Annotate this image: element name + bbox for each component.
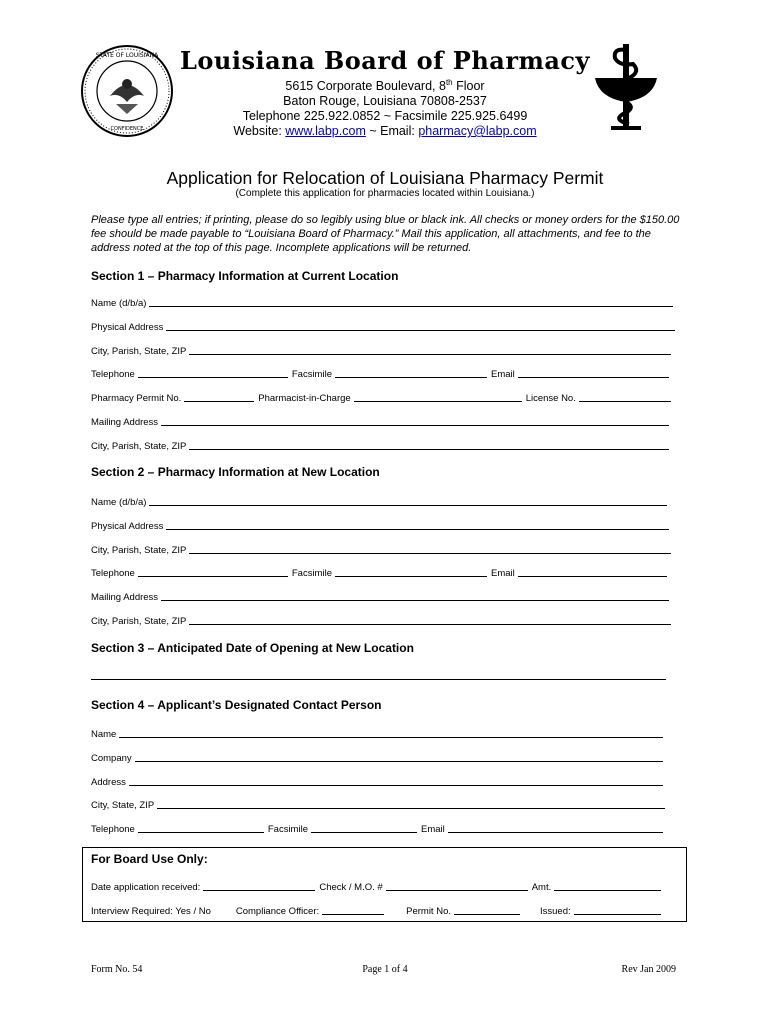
s2-city-row: City, Parish, State, ZIP — [91, 543, 671, 556]
footer-page: Page 1 of 4 — [362, 964, 408, 975]
s1-mailing-field[interactable] — [161, 425, 669, 426]
s2-mailing-row: Mailing Address — [91, 590, 669, 603]
s1-telephone-field[interactable] — [138, 377, 288, 378]
board-title: Louisiana Board of Pharmacy — [180, 46, 590, 75]
s4-address-field[interactable] — [129, 785, 663, 786]
svg-text:CONFIDENCE: CONFIDENCE — [110, 126, 144, 132]
s4-address-row: Address — [91, 775, 663, 788]
bowl-of-hygieia-icon — [593, 42, 659, 132]
s4-name-row: Name — [91, 727, 663, 740]
s2-name-field[interactable] — [149, 505, 667, 506]
s4-city-field[interactable] — [157, 808, 665, 809]
s1-mailing-row: Mailing Address — [91, 415, 669, 428]
section2-title: Section 2 – Pharmacy Information at New Location — [91, 465, 380, 479]
section4-title: Section 4 – Applicant’s Designated Contact Person — [91, 698, 382, 712]
s1-city-field[interactable] — [189, 354, 671, 355]
s1-permit-row: Pharmacy Permit No. Pharmacist-in-Charge License No. — [91, 391, 671, 404]
instructions: Please type all entries; if printing, please do so legibly using blue or black ink. All checks or money orders for the $150.00 fee should be made payable to “Louisiana Board of Pharmacy.” Mail this application, all attachments, and fee to the address noted at the top of this page. Incomplete applications will be returned. — [91, 214, 680, 254]
s4-facsimile-field[interactable] — [311, 832, 417, 833]
website-link[interactable]: www.labp.com — [285, 124, 366, 138]
s4-telephone-field[interactable] — [138, 832, 264, 833]
s1-physical-address-row: Physical Address — [91, 320, 675, 333]
issued-field[interactable] — [574, 914, 661, 915]
s4-company-field[interactable] — [135, 761, 663, 762]
s2-email-field[interactable] — [518, 576, 667, 577]
email-link[interactable]: pharmacy@labp.com — [418, 124, 537, 138]
date-received-field[interactable] — [203, 890, 315, 891]
footer-form-no: Form No. 54 — [91, 964, 143, 975]
s1-contact-row: Telephone Facsimile Email — [91, 367, 669, 380]
address-line3: Telephone 225.922.0852 ~ Facsimile 225.925.6499 — [242, 109, 528, 123]
board-row1: Date application received: Check / M.O. # Amt. — [91, 880, 661, 893]
s1-facsimile-field[interactable] — [335, 377, 487, 378]
s2-name-row: Name (d/b/a) — [91, 495, 667, 508]
s4-name-field[interactable] — [119, 737, 663, 738]
s4-contact-row: Telephone Facsimile Email — [91, 822, 663, 835]
s1-city2-field[interactable] — [189, 449, 669, 450]
s2-city2-field[interactable] — [189, 624, 671, 625]
website-email-line: Website: www.labp.com ~ Email: pharmacy@labp.com — [233, 124, 537, 138]
s1-physical-address-field[interactable] — [166, 330, 675, 331]
s1-email-field[interactable] — [518, 377, 669, 378]
s2-physical-address-field[interactable] — [166, 529, 669, 530]
compliance-officer-field[interactable] — [322, 914, 384, 915]
s2-contact-row: Telephone Facsimile Email — [91, 566, 667, 579]
address-line1: 5615 Corporate Boulevard, 8th Floor — [285, 78, 485, 94]
address-line2: Baton Rouge, Louisiana 70808-2537 — [283, 94, 487, 108]
s3-date-field[interactable] — [91, 679, 666, 680]
s1-name-field[interactable] — [149, 306, 673, 307]
s1-city-row: City, Parish, State, ZIP — [91, 344, 671, 357]
form-title: Application for Relocation of Louisiana Pharmacy Permit — [166, 168, 604, 188]
s1-pic-field[interactable] — [354, 401, 522, 402]
board-permit-no-field[interactable] — [454, 914, 520, 915]
svg-text:STATE OF LOUISIANA: STATE OF LOUISIANA — [95, 52, 159, 59]
s1-license-no-field[interactable] — [579, 401, 671, 402]
interview-required[interactable]: Interview Required: Yes / No — [91, 906, 211, 917]
section3-title: Section 3 – Anticipated Date of Opening at New Location — [91, 641, 414, 655]
s1-permit-no-field[interactable] — [184, 401, 254, 402]
form-subtitle: (Complete this application for pharmacies located within Louisiana.) — [235, 188, 535, 199]
s1-name-row: Name (d/b/a) — [91, 296, 673, 309]
amt-field[interactable] — [554, 890, 661, 891]
board-row2: Interview Required: Yes / No Compliance Officer: Permit No. Issued: — [91, 904, 661, 917]
s2-city2-row: City, Parish, State, ZIP — [91, 614, 671, 627]
s4-email-field[interactable] — [448, 832, 663, 833]
s2-telephone-field[interactable] — [138, 576, 288, 577]
s2-city-field[interactable] — [189, 553, 671, 554]
s2-facsimile-field[interactable] — [335, 576, 487, 577]
footer-rev: Rev Jan 2009 — [621, 964, 676, 975]
section1-title: Section 1 – Pharmacy Information at Current Location — [91, 269, 399, 283]
s2-mailing-field[interactable] — [161, 600, 669, 601]
check-no-field[interactable] — [386, 890, 528, 891]
s4-company-row: Company — [91, 751, 663, 764]
s2-physical-address-row: Physical Address — [91, 519, 669, 532]
s4-city-row: City, State, ZIP — [91, 798, 665, 811]
s1-city2-row: City, Parish, State, ZIP — [91, 439, 669, 452]
board-use-title: For Board Use Only: — [91, 852, 208, 866]
